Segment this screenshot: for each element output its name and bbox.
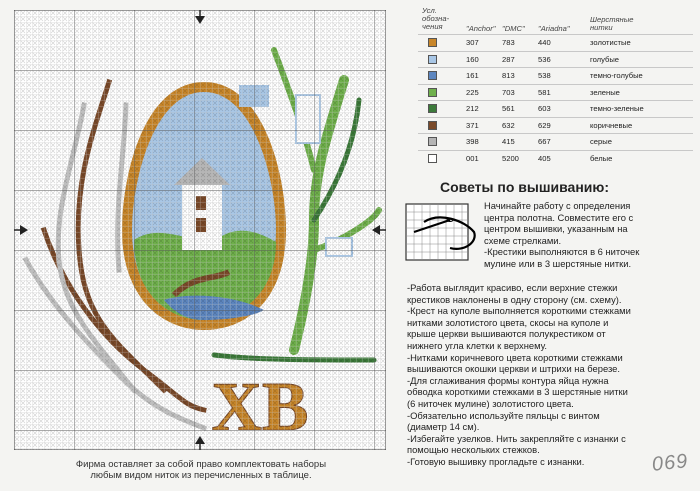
tip-line: обводка короткими стежками в 3 шерстяные нитки [407, 386, 628, 398]
dmc-code: 561 [502, 104, 515, 113]
tips-intro: Начинайте работу с определения центра полотна. Совместите его с центром вышивки, указанным на схеме стрелками. -Крестики выполняются в 6 ниточек мулине или в 3 шерстяные нитки. [484, 200, 640, 269]
tip-line: -Обязательно используйте пяльцы с винтом [407, 409, 600, 421]
dmc-code: 5200 [502, 153, 519, 163]
anchor-code: 398 [466, 137, 479, 146]
key-header: Усл. обозна-чения "Anchor" "DMC" "Ariadna" Шерстяные нитки [422, 6, 634, 33]
tip-line: -Для сглаживания формы контура яйца нужна [407, 374, 609, 386]
needle-thread-icon [404, 202, 480, 266]
ariadna-code: 581 [538, 87, 551, 97]
key-row [418, 84, 693, 101]
ariadna-code: 536 [538, 54, 551, 64]
key-row [418, 51, 693, 68]
color-swatch [428, 55, 437, 64]
thread-key-table [418, 6, 693, 166]
anchor-code: 160 [466, 54, 479, 64]
ariadna-code: 405 [538, 153, 551, 163]
tip-line: нижнего угла клетки к верхнему. [407, 339, 547, 351]
thread-name: серые [590, 137, 612, 146]
tip-line: -Работа выглядит красиво, если верхние стежки [407, 282, 618, 293]
thread-name: темно-зеленые [590, 104, 644, 113]
tip-line: -Нитками коричневого цвета короткими стежками [407, 351, 623, 363]
page-number: 069 [650, 450, 690, 476]
dmc-code: 632 [502, 120, 515, 130]
key-row [418, 117, 693, 134]
anchor-code: 371 [466, 120, 479, 130]
key-row [418, 34, 693, 51]
tip-line: нитками золотистого цвета, скосы на куполе и [407, 316, 609, 328]
dmc-code: 703 [502, 87, 515, 97]
ariadna-code: 603 [538, 104, 551, 113]
key-row [418, 133, 693, 150]
dmc-code: 415 [502, 137, 515, 146]
tip-line: помощью нескольких стежков. [407, 444, 540, 456]
color-swatch [428, 121, 437, 130]
tip-line: крыше церкви вышиваются полукрестиком от [407, 328, 606, 340]
color-swatch [428, 38, 437, 47]
dmc-code: 783 [502, 38, 515, 47]
tips-list [407, 282, 697, 468]
color-swatch [428, 71, 437, 80]
dmc-code: 813 [502, 71, 515, 80]
key-row [418, 100, 693, 117]
tip-line: (диаметр 14 см). [407, 421, 480, 433]
key-row [418, 67, 693, 84]
thread-name: коричневые [590, 120, 633, 130]
tip-line: -Избегайте узелков. Нить закрепляйте с изнанки с [407, 432, 626, 444]
dmc-code: 287 [502, 54, 515, 64]
kit-note: Фирма оставляет за собой право комплектовать наборы любым видом ниток из перечисленных в таблице. [75, 459, 327, 481]
tip-line: -Крест на куполе выполняется короткими стежками [407, 305, 631, 317]
tip-line: -Готовую вышивку прогладьте с изнанки. [407, 455, 585, 467]
tip-line: крестиков наклонены в одну сторону (см. схему). [407, 293, 622, 305]
ariadna-code: 629 [538, 120, 551, 130]
thread-name: темно-голубые [590, 71, 643, 80]
anchor-code: 212 [466, 104, 479, 113]
anchor-code: 161 [466, 71, 479, 80]
thread-name: золотистые [590, 38, 631, 47]
ariadna-code: 440 [538, 38, 551, 47]
key-row [418, 150, 693, 167]
ariadna-code: 667 [538, 137, 551, 146]
ariadna-code: 538 [538, 71, 551, 80]
tips-title: Советы по вышиванию: [440, 179, 610, 195]
cross-stitch-chart [14, 10, 386, 450]
anchor-code: 307 [466, 38, 479, 47]
tip-line: вышиваются окошки церкви и штрихи на березе. [407, 363, 621, 375]
anchor-code: 225 [466, 87, 479, 97]
tip-line: (6 ниточек мулине) золотистого цвета. [407, 397, 574, 409]
thread-name: зеленые [590, 87, 620, 97]
color-swatch [428, 137, 437, 146]
thread-name: голубые [590, 54, 620, 64]
color-swatch [428, 154, 437, 163]
color-swatch [428, 88, 437, 97]
thread-name: белые [590, 153, 613, 163]
anchor-code: 001 [466, 153, 479, 163]
color-swatch [428, 104, 437, 113]
